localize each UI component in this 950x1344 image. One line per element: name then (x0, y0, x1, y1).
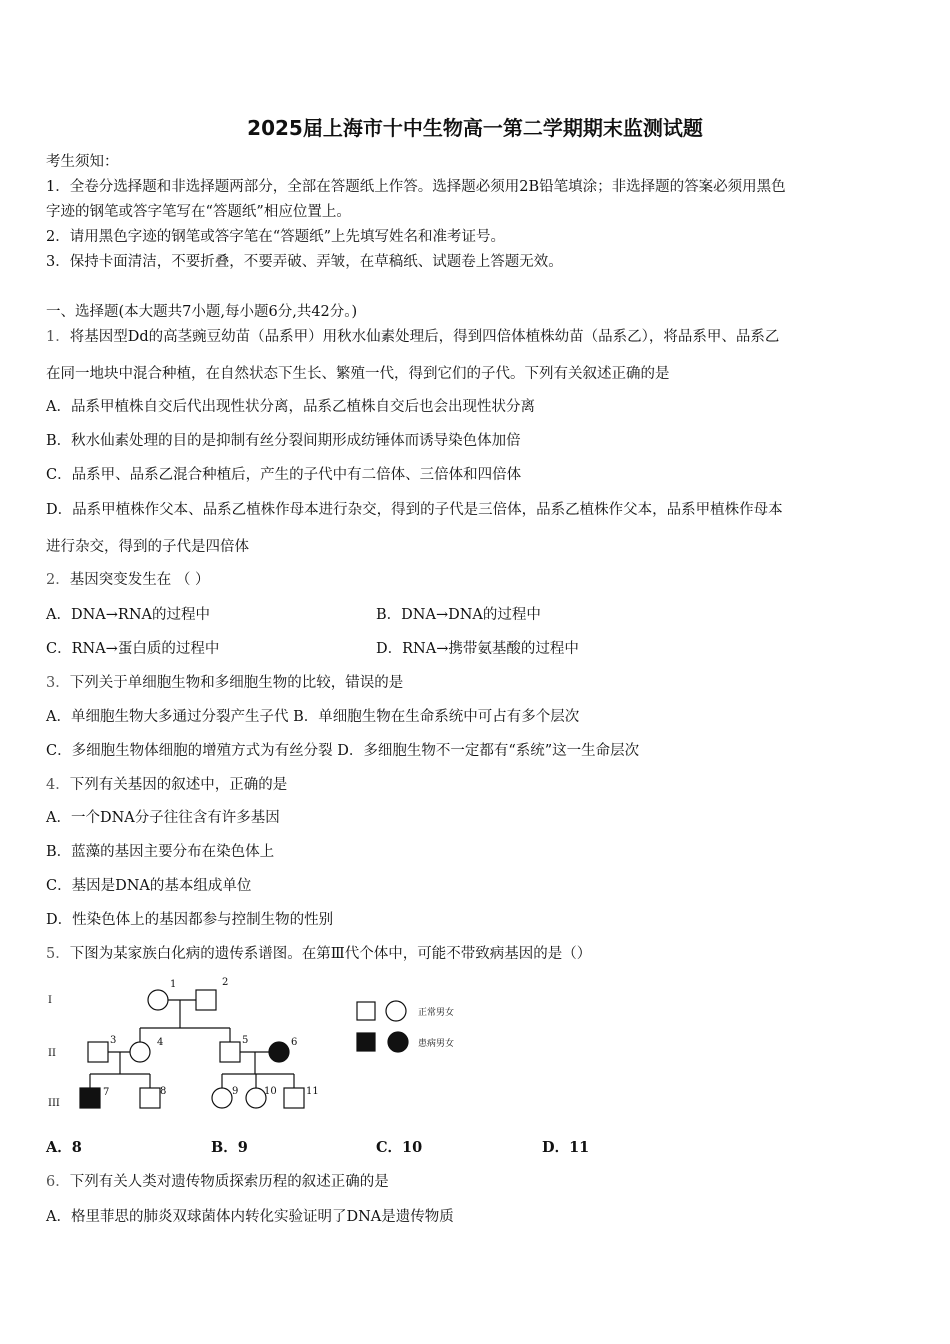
question-6-text: 下列有关人类对遗传物质探索历程的叙述正确的是 (69, 1174, 389, 1190)
notice-heading: 考生须知： (46, 154, 119, 170)
question-4-option-d: D．性染色体上的基因都参与控制生物的性别 (46, 912, 334, 928)
question-3-text: 下列关于单细胞生物和多细胞生物的比较，错误的是 (69, 675, 404, 691)
question-5-option-b: B．9 (211, 1139, 248, 1156)
label-7: 7 (103, 1087, 110, 1098)
label-2: 2 (222, 977, 229, 988)
individual-2-male (196, 990, 216, 1010)
question-1-option-b: B．秋水仙素处理的目的是抑制有丝分裂间期形成纺锤体而诱导染色体加倍 (46, 433, 521, 449)
question-6-option-a: A．格里菲思的肺炎双球菌体内转化实验证明了DNA是遗传物质 (46, 1209, 454, 1225)
question-1-option-c: C．品系甲、品系乙混合种植后，产生的子代中有二倍体、三倍体和四倍体 (46, 467, 522, 483)
notice-item-1-cont: 字迹的钢笔或答字笔写在“答题纸”相应位置上。 (46, 204, 351, 220)
label-3: 3 (110, 1035, 117, 1046)
section-heading: 一、选择题(本大题共7小题,每小题6分,共42分。) (46, 304, 358, 320)
pedigree-diagram (0, 970, 520, 1130)
individual-6-affected-female (269, 1042, 289, 1062)
generation-label-1: I (48, 995, 52, 1006)
individual-3-male (88, 1042, 108, 1062)
question-4-option-b: B．蓝藻的基因主要分布在染色体上 (46, 844, 275, 860)
question-1-line2: 在同一地块中混合种植，在自然状态下生长、繁殖一代，得到它们的子代。下列有关叙述正确的是 (46, 366, 670, 382)
question-4-option-a: A．一个DNA分子往往含有许多基因 (46, 810, 280, 826)
question-1-stem (46, 327, 779, 347)
label-1: 1 (170, 979, 177, 990)
legend-affected-label: 患病男女 (418, 1039, 455, 1049)
question-5-text: 下图为某家族白化病的遗传系谱图。在第Ⅲ代个体中，可能不带致病基因的是（） (69, 946, 592, 962)
question-1-option-d: D．品系甲植株作父本、品系乙植株作母本进行杂交，得到的子代是三倍体，品系乙植株作父本，品系甲植株作母本 (46, 502, 783, 518)
question-1-number: 1． (46, 329, 70, 345)
generation-label-2: II (48, 1048, 56, 1059)
question-5-stem (46, 944, 591, 964)
question-1-option-a: A．品系甲植株自交后代出现性状分离，品系乙植株自交后也会出现性状分离 (46, 399, 535, 415)
question-5-number: 5． (46, 946, 70, 962)
notice-item-1: 1．全卷分选择题和非选择题两部分，全部在答题纸上作答。选择题必须用2B铅笔填涂；非选择题的答案必须用黑色 (46, 179, 786, 195)
legend-normal-male (357, 1002, 375, 1020)
individual-5-male (220, 1042, 240, 1062)
question-3-options-ab: A．单细胞生物大多通过分裂产生子代 B．单细胞生物在生命系统中可占有多个层次 (46, 709, 580, 725)
label-8: 8 (160, 1086, 167, 1097)
question-6-stem (46, 1172, 389, 1192)
notice-item-3: 3．保持卡面清洁，不要折叠，不要弄破、弄皱，在草稿纸、试题卷上答题无效。 (46, 254, 563, 270)
question-2-option-a: A．DNA→RNA的过程中 (46, 607, 210, 623)
question-4-text: 下列有关基因的叙述中，正确的是 (69, 777, 288, 793)
question-4-number: 4． (46, 777, 70, 793)
question-5-option-a: A．8 (46, 1139, 82, 1156)
label-5: 5 (242, 1035, 249, 1046)
individual-10-female (246, 1088, 266, 1108)
individual-1-female (148, 990, 168, 1010)
individual-7-affected-male (80, 1088, 100, 1108)
legend-normal-female (386, 1001, 406, 1021)
question-3-options-cd: C．多细胞生物体细胞的增殖方式为有丝分裂 D．多细胞生物不一定都有“系统”这一生命层次 (46, 743, 640, 759)
legend-normal-label: 正常男女 (418, 1008, 455, 1018)
question-5-option-c: C．10 (376, 1139, 423, 1156)
individual-9-female (212, 1088, 232, 1108)
question-3-number: 3． (46, 675, 70, 691)
individual-11-male (284, 1088, 304, 1108)
question-5-option-d: D．11 (542, 1139, 590, 1156)
question-2-option-c: C．RNA→蛋白质的过程中 (46, 641, 220, 657)
label-6: 6 (291, 1037, 298, 1048)
generation-label-3: III (48, 1098, 60, 1109)
question-2-text: 基因突变发生在 （ ） (69, 572, 210, 588)
label-11: 11 (306, 1086, 319, 1097)
question-1-option-d-cont: 进行杂交，得到的子代是四倍体 (46, 539, 249, 555)
notice-item-2: 2．请用黑色字迹的钢笔或答字笔在“答题纸”上先填写姓名和准考证号。 (46, 229, 506, 245)
question-3-stem (46, 673, 403, 693)
question-2-number: 2． (46, 572, 70, 588)
page-title: 2025届上海市十中生物高一第二学期期末监测试题 (247, 116, 703, 140)
legend-affected-male (357, 1033, 375, 1051)
question-2-option-b: B．DNA→DNA的过程中 (376, 607, 541, 623)
question-4-option-c: C．基因是DNA的基本组成单位 (46, 878, 252, 894)
label-4: 4 (157, 1037, 164, 1048)
individual-4-female (130, 1042, 150, 1062)
question-6-number: 6． (46, 1174, 70, 1190)
individual-8-male (140, 1088, 160, 1108)
question-1-line1: 将基因型Dd的高茎豌豆幼苗（品系甲）用秋水仙素处理后，得到四倍体植株幼苗（品系乙），将品系甲、品系乙 (69, 329, 780, 345)
legend-affected-female (388, 1032, 408, 1052)
question-4-stem (46, 775, 287, 795)
label-10: 10 (264, 1086, 277, 1097)
question-2-stem (46, 570, 209, 590)
label-9: 9 (232, 1086, 239, 1097)
question-2-option-d: D．RNA→携带氨基酸的过程中 (376, 641, 579, 657)
